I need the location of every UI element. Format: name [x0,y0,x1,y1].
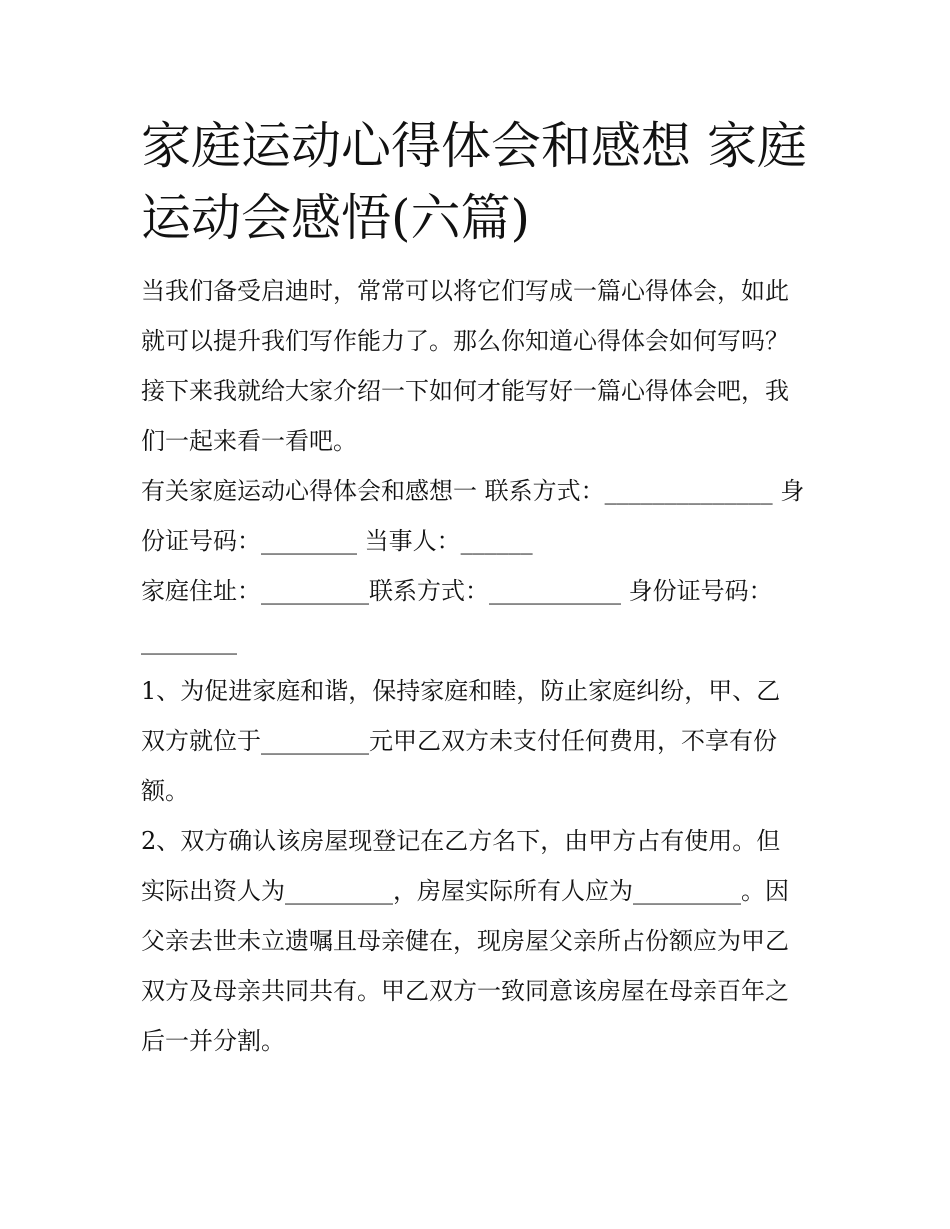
section-1-header [141,466,813,566]
section-1-line-2: 份证号码：________ 当事人：______ [141,527,533,555]
item-1-line-1: 1、为促进家庭和谐，保持家庭和睦，防止家庭纠纷，甲、乙 [141,677,781,705]
address-line-2: ________ [141,627,237,655]
document-page [141,110,813,1066]
intro-line-1: 当我们备受启迪时，常常可以将它们写成一篇心得体会，如此 [141,277,789,305]
item-2-line-1: 2、双方确认该房屋现登记在乙方名下，由甲方占有使用。但 [141,827,781,855]
document-body [141,266,813,1066]
item-1-paragraph [141,666,813,816]
item-2-line-2: 实际出资人为_________，房屋实际所有人应为_________。因 [141,877,789,905]
section-1-line-1: 有关家庭运动心得体会和感想一 联系方式：______________ 身 [141,477,805,505]
item-2-paragraph [141,816,813,1066]
document-title [141,110,813,254]
intro-line-2: 就可以提升我们写作能力了。那么你知道心得体会如何写吗？ [141,327,789,355]
item-2-line-5: 后一并分割。 [141,1027,285,1055]
title-line-2: 运动会感悟(六篇) [141,189,531,247]
item-2-line-3: 父亲去世未立遗嘱且母亲健在，现房屋父亲所占份额应为甲乙 [141,927,789,955]
item-1-line-3: 额。 [141,777,189,805]
address-paragraph [141,566,813,666]
intro-line-3: 接下来我就给大家介绍一下如何才能写好一篇心得体会吧，我 [141,377,789,405]
address-line-1: 家庭住址：_________联系方式：___________ 身份证号码： [141,577,773,605]
title-line-1: 家庭运动心得体会和感想 家庭 [141,117,807,175]
item-1-line-2: 双方就位于_________元甲乙双方未支付任何费用，不享有份 [141,727,777,755]
intro-paragraph [141,266,813,466]
item-2-line-4: 双方及母亲共同共有。甲乙双方一致同意该房屋在母亲百年之 [141,977,789,1005]
intro-line-4: 们一起来看一看吧。 [141,427,357,455]
